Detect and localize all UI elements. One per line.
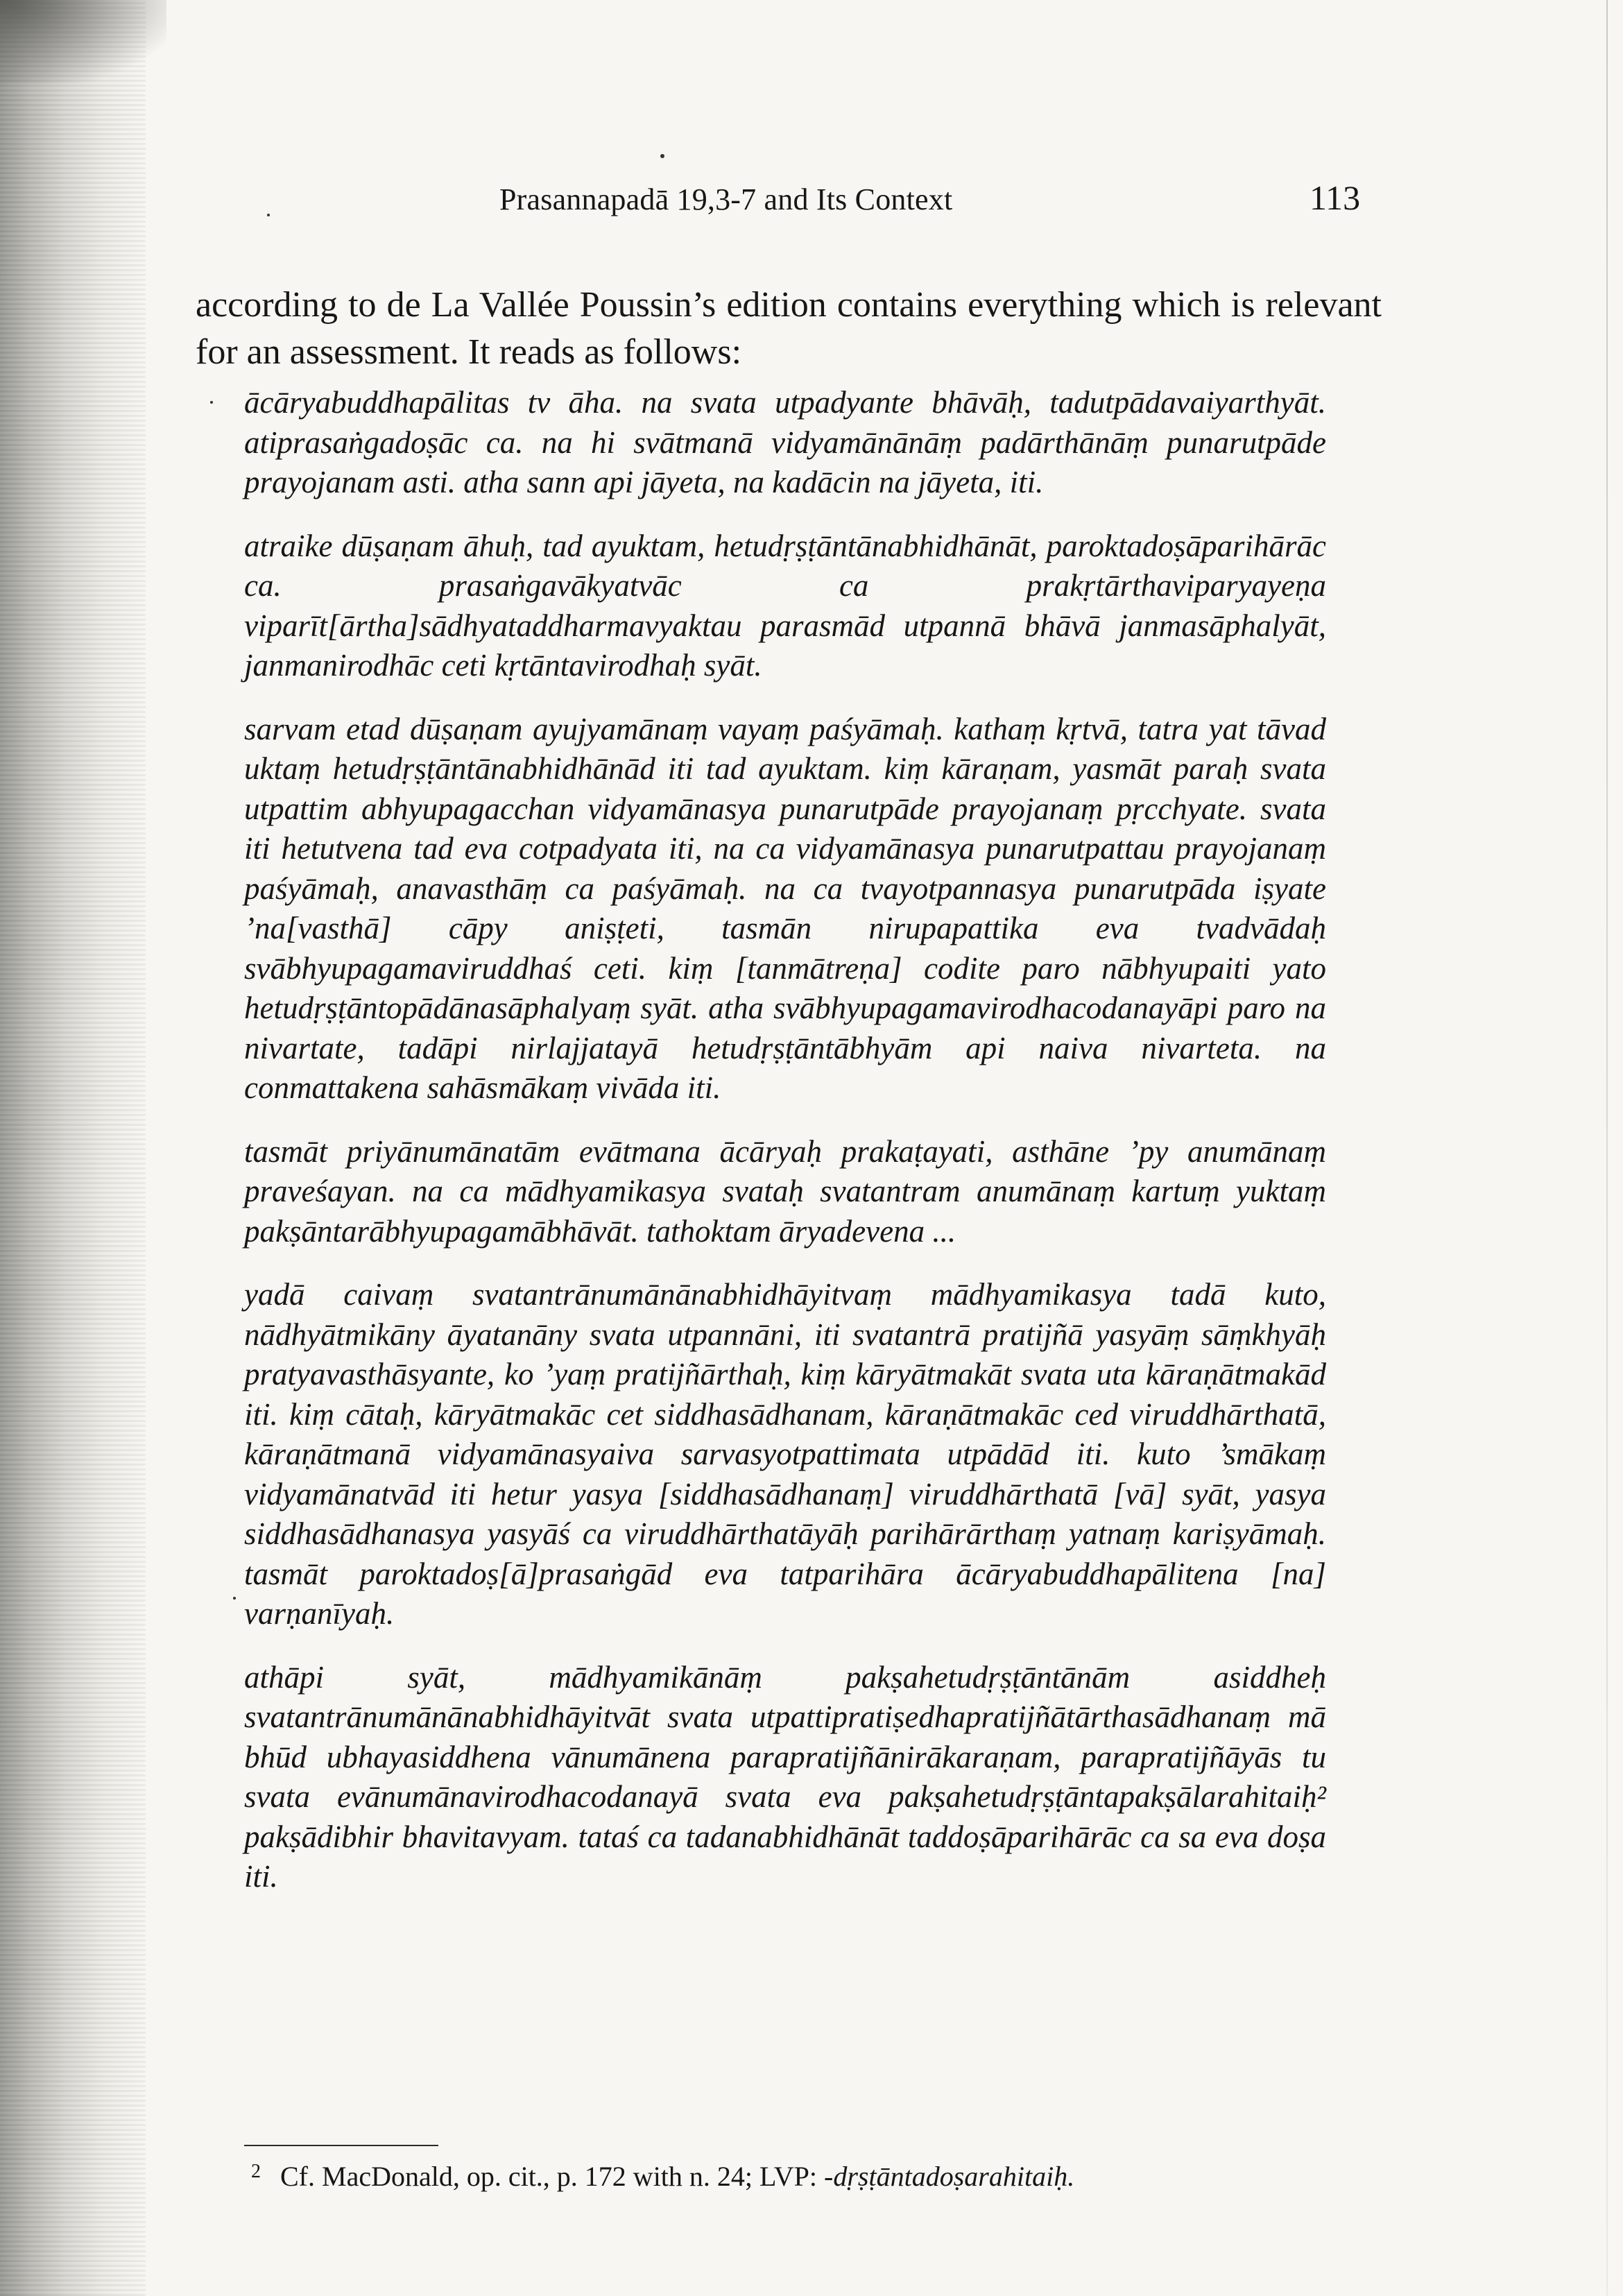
scan-corner-shadow <box>0 0 166 83</box>
sanskrit-quotation <box>244 383 1326 1921</box>
sanskrit-paragraph-5: yadā caivaṃ svatantrānumānānabhidhāyitvaṃ mādhyamikasya tadā kuto, nādhyātmikāny āyatanāny svata utpannāni, iti svatantrā pratijñā yasyāṃ sāṃkhyāḥ pratyavasthāsyante, ko ’yaṃ pratijñārthaḥ, kiṃ kāryātmakāt svata uta kāraṇātmakād iti. kiṃ cātaḥ, kāryātmakāc cet siddhasādhanam, kāraṇātmakāc ced viruddhārthatā, kāraṇātmanā vidyamānasyaiva sarvasyotpattimata utpādād iti. kuto ’smākaṃ vidyamānatvād iti hetur yasya [siddhasādhanaṃ] viruddhārthatā [vā] syāt, yasya siddhasādhanasya yasyāś ca viruddhārthatāyāḥ parihārārthaṃ yatnaṃ kariṣyāmaḥ. tasmāt paroktadoṣ[ā]prasaṅgād eva tatparihāra ācāryabuddhapālitena [na] varṇanīyaḥ. <box>244 1277 1326 1631</box>
sanskrit-paragraph-1: ācāryabuddhapālitas tv āha. na svata utpadyante bhāvāḥ, tadutpādavaiyarthyāt. atiprasaṅgadoṣāc ca. na hi svātmanā vidyamānānāṃ padārthānāṃ punarutpāde prayojanam asti. atha sann api jāyeta, na kadācin na jāyeta, iti. <box>244 385 1326 499</box>
page-number: 113 <box>1309 178 1361 217</box>
scan-speck <box>660 154 664 158</box>
sanskrit-paragraph-2: atraike dūṣaṇam āhuḥ, tad ayuktam, hetudṛṣṭāntānabhidhānāt, paroktadoṣāparihārāc ca. prasaṅgavākyatvāc ca prakṛtārthaviparyayeṇa viparīt[ārtha]sādhyataddharmavyaktau parasmād utpannā bhāvā janmasāphalyāt, janmanirodhāc ceti kṛtāntavirodhaḥ syāt. <box>244 528 1326 683</box>
sanskrit-paragraph-3: sarvam etad dūṣaṇam ayujyamānaṃ vayaṃ paśyāmaḥ. kathaṃ kṛtvā, tatra yat tāvad uktaṃ hetudṛṣṭāntānabhidhānād iti tad ayuktam. kiṃ kāraṇam, yasmāt paraḥ svata utpattim abhyupagacchan vidyamānasya punarutpāde prayojanaṃ pṛcchyate. svata iti hetutvena tad eva cotpadyata iti, na ca vidyamānasya punarutpattau prayojanaṃ paśyāmaḥ, anavasthāṃ ca paśyāmaḥ. na ca tvayotpannasya punarutpāda iṣyate ’na[vasthā] cāpy aniṣṭeti, tasmān nirupapattika eva tvadvādaḥ svābhyupagamaviruddhaś ceti. kiṃ [tanmātreṇa] codite paro nābhyupaiti yato hetudṛṣṭāntopādānasāphalyaṃ syāt. atha svābhyupagamavirodhacodanayāpi paro na nivartate, tadāpi nirlajjatayā hetudṛṣṭāntābhyām api naiva nivarteta. na conmattakena sahāsmākaṃ vivāda iti. <box>244 711 1326 1105</box>
sanskrit-paragraph-4: tasmāt priyānumānatām evātmana ācāryaḥ prakaṭayati, asthāne ’py anumānaṃ praveśayan. na ca mādhyamikasya svataḥ svatantram anumānaṃ kartuṃ yuktaṃ pakṣāntarābhyupagamābhāvāt. tathoktam āryadevena ... <box>244 1133 1326 1249</box>
running-header: Prasannapadā 19,3-7 and Its Context <box>499 182 953 216</box>
scan-binding-shadow <box>0 0 146 2296</box>
scan-right-edge <box>1606 0 1608 2296</box>
footnote-divider <box>244 2145 438 2146</box>
scan-speck <box>267 214 270 216</box>
footnote-marker: 2 <box>251 2161 261 2182</box>
sanskrit-paragraph-6: athāpi syāt, mādhyamikānāṃ pakṣahetudṛṣṭāntānām asiddheḥ svatantrānumānānabhidhāyitvāt svata utpattipratiṣedhapratijñātārthasādhanaṃ mā bhūd ubhayasiddhena vānumānena parapratijñānirākaraṇam, parapratijñāyās tu svata evānumānavirodhacodanayā svata eva pakṣahetudṛṣṭāntapakṣālarahitaiḥ² pakṣādibhir bhavitavyam. tataś ca tadanabhidhānāt taddoṣāparihārāc ca sa eva doṣa iti. <box>244 1659 1326 1894</box>
scan-speck <box>233 1597 236 1600</box>
footnote-text: Cf. MacDonald, op. cit., p. 172 with n. 24; LVP: <box>280 2161 825 2192</box>
footnote-italic-text: -dṛṣṭāntadoṣarahitaiḥ. <box>824 2161 1075 2192</box>
footnote <box>251 2159 1361 2198</box>
scan-speck <box>210 401 213 404</box>
intro-paragraph: according to de La Vallée Poussin’s edition contains everything which is relevant for an assessment. It reads as follows: <box>196 285 1382 372</box>
